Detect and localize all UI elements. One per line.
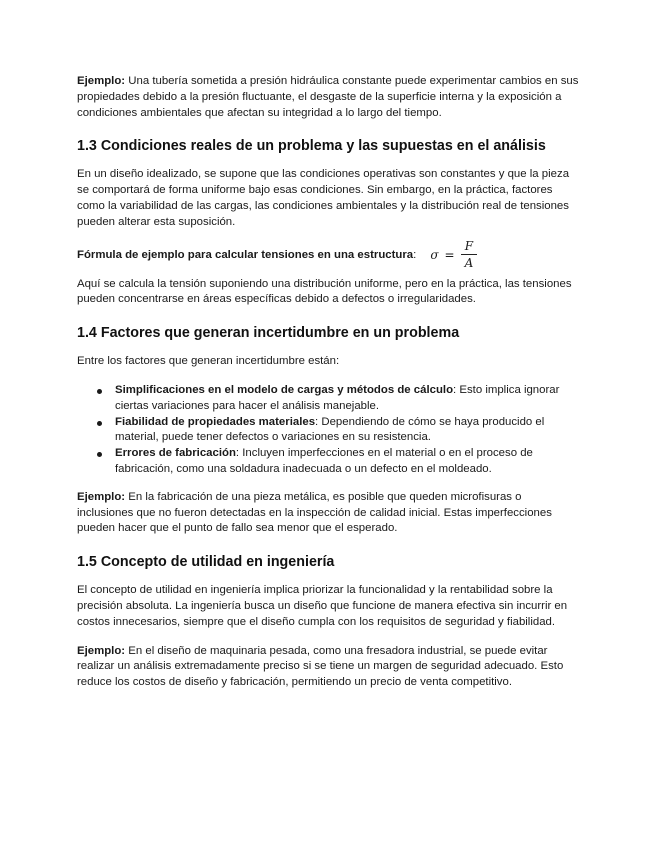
section-1-4-intro: Entre los factores que generan incertidumbre están: xyxy=(77,355,340,368)
example-text: Una tubería sometida a presión hidráulica constante puede experimentar cambios en sus propiedades debido a la presión fluctuante, el desgaste de la superficie interna y la exposición a condiciones ambientales que afectan su integridad a lo largo del tiempo. xyxy=(77,75,579,119)
list-item-text: : Incluyen imperfecciones en el material o en el proceso de fabricación, como una soldadura inadecuada o un defecto en el moldeado. xyxy=(115,447,533,475)
formula-equals: = xyxy=(444,247,455,262)
example-text: En la fabricación de una pieza metálica, es posible que queden microfisuras o inclusiones que no fueron detectadas en la inspección de calidad inicial. Estas imperfecciones pueden hacer que el punto de fallo sea menor que el esperado. xyxy=(77,490,552,535)
list-item-term: Fiabilidad de propiedades materiales xyxy=(115,415,316,428)
stress-formula xyxy=(430,239,477,270)
section-1-3-heading: 1.3 Condiciones reales de un problema y las supuestas en el análisis xyxy=(77,138,546,155)
section-1-5-example xyxy=(77,644,580,691)
section-1-3-paragraph: En un diseño idealizado, se supone que las condiciones operativas son constantes y que la pieza se comportará de forma uniforme bajo esas condiciones. Sin embargo, en la práctica, factores como la variabilidad de las cargas, las condiciones ambientales y la distribución real de tensiones pueden alterar esta suposición. xyxy=(77,168,570,228)
list-item xyxy=(77,415,580,447)
list-item xyxy=(77,383,580,415)
section-1-4-heading: 1.4 Factores que generan incertidumbre en un problema xyxy=(77,325,460,342)
bullet-icon xyxy=(97,421,102,426)
formula-row xyxy=(77,240,580,270)
list-item-text: : Dependiendo de cómo se haya producido el material, puede tener defectos o variaciones en su resistencia. xyxy=(115,415,545,444)
bullet-icon xyxy=(97,389,102,394)
section-1-4-example xyxy=(77,490,580,537)
formula-fraction xyxy=(461,239,478,270)
list-item-term: Errores de fabricación xyxy=(115,447,236,460)
bullet-icon xyxy=(97,452,102,457)
document-body xyxy=(77,74,580,691)
uncertainty-factors-list xyxy=(77,383,580,478)
formula-colon: : xyxy=(413,248,417,261)
formula-label: Fórmula de ejemplo para calcular tensiones en una estructura xyxy=(77,248,414,261)
formula-lhs: σ xyxy=(430,247,439,262)
example-label: Ejemplo: xyxy=(77,75,126,87)
formula-numerator: F xyxy=(464,239,474,254)
example-label: Ejemplo: xyxy=(77,644,126,657)
example-text: En el diseño de maquinaria pesada, como una fresadora industrial, se puede evitar realizar un análisis extremadamente preciso si se tiene un margen de seguridad adecuado. Esto reduce los costos de diseño y fabricación, permitiendo un precio de venta competitivo. xyxy=(77,644,564,689)
list-item xyxy=(77,446,580,478)
formula-denominator: A xyxy=(464,256,474,271)
section-1-5-heading: 1.5 Concepto de utilidad en ingeniería xyxy=(77,554,335,571)
after-formula-paragraph: Aquí se calcula la tensión suponiendo una distribución uniforme, pero en la práctica, las tensiones pueden concentrarse en áreas específicas debido a defectos o irregularidades. xyxy=(77,277,572,306)
list-item-text: : Esto implica ignorar ciertas variaciones para hacer el análisis manejable. xyxy=(115,383,560,412)
list-item-term: Simplificaciones en el modelo de cargas y métodos de cálculo xyxy=(115,383,454,396)
section-1-5-paragraph: El concepto de utilidad en ingeniería implica priorizar la funcionalidad y la rentabilidad sobre la precisión absoluta. La ingeniería busca un diseño que funcione de manera efectiva sin incurrir en costos innecesarios, siempre que el diseño cumpla con los requisitos de seguridad y fiabilidad. xyxy=(77,584,568,628)
intro-example-paragraph xyxy=(77,74,580,121)
example-label: Ejemplo: xyxy=(77,490,126,503)
